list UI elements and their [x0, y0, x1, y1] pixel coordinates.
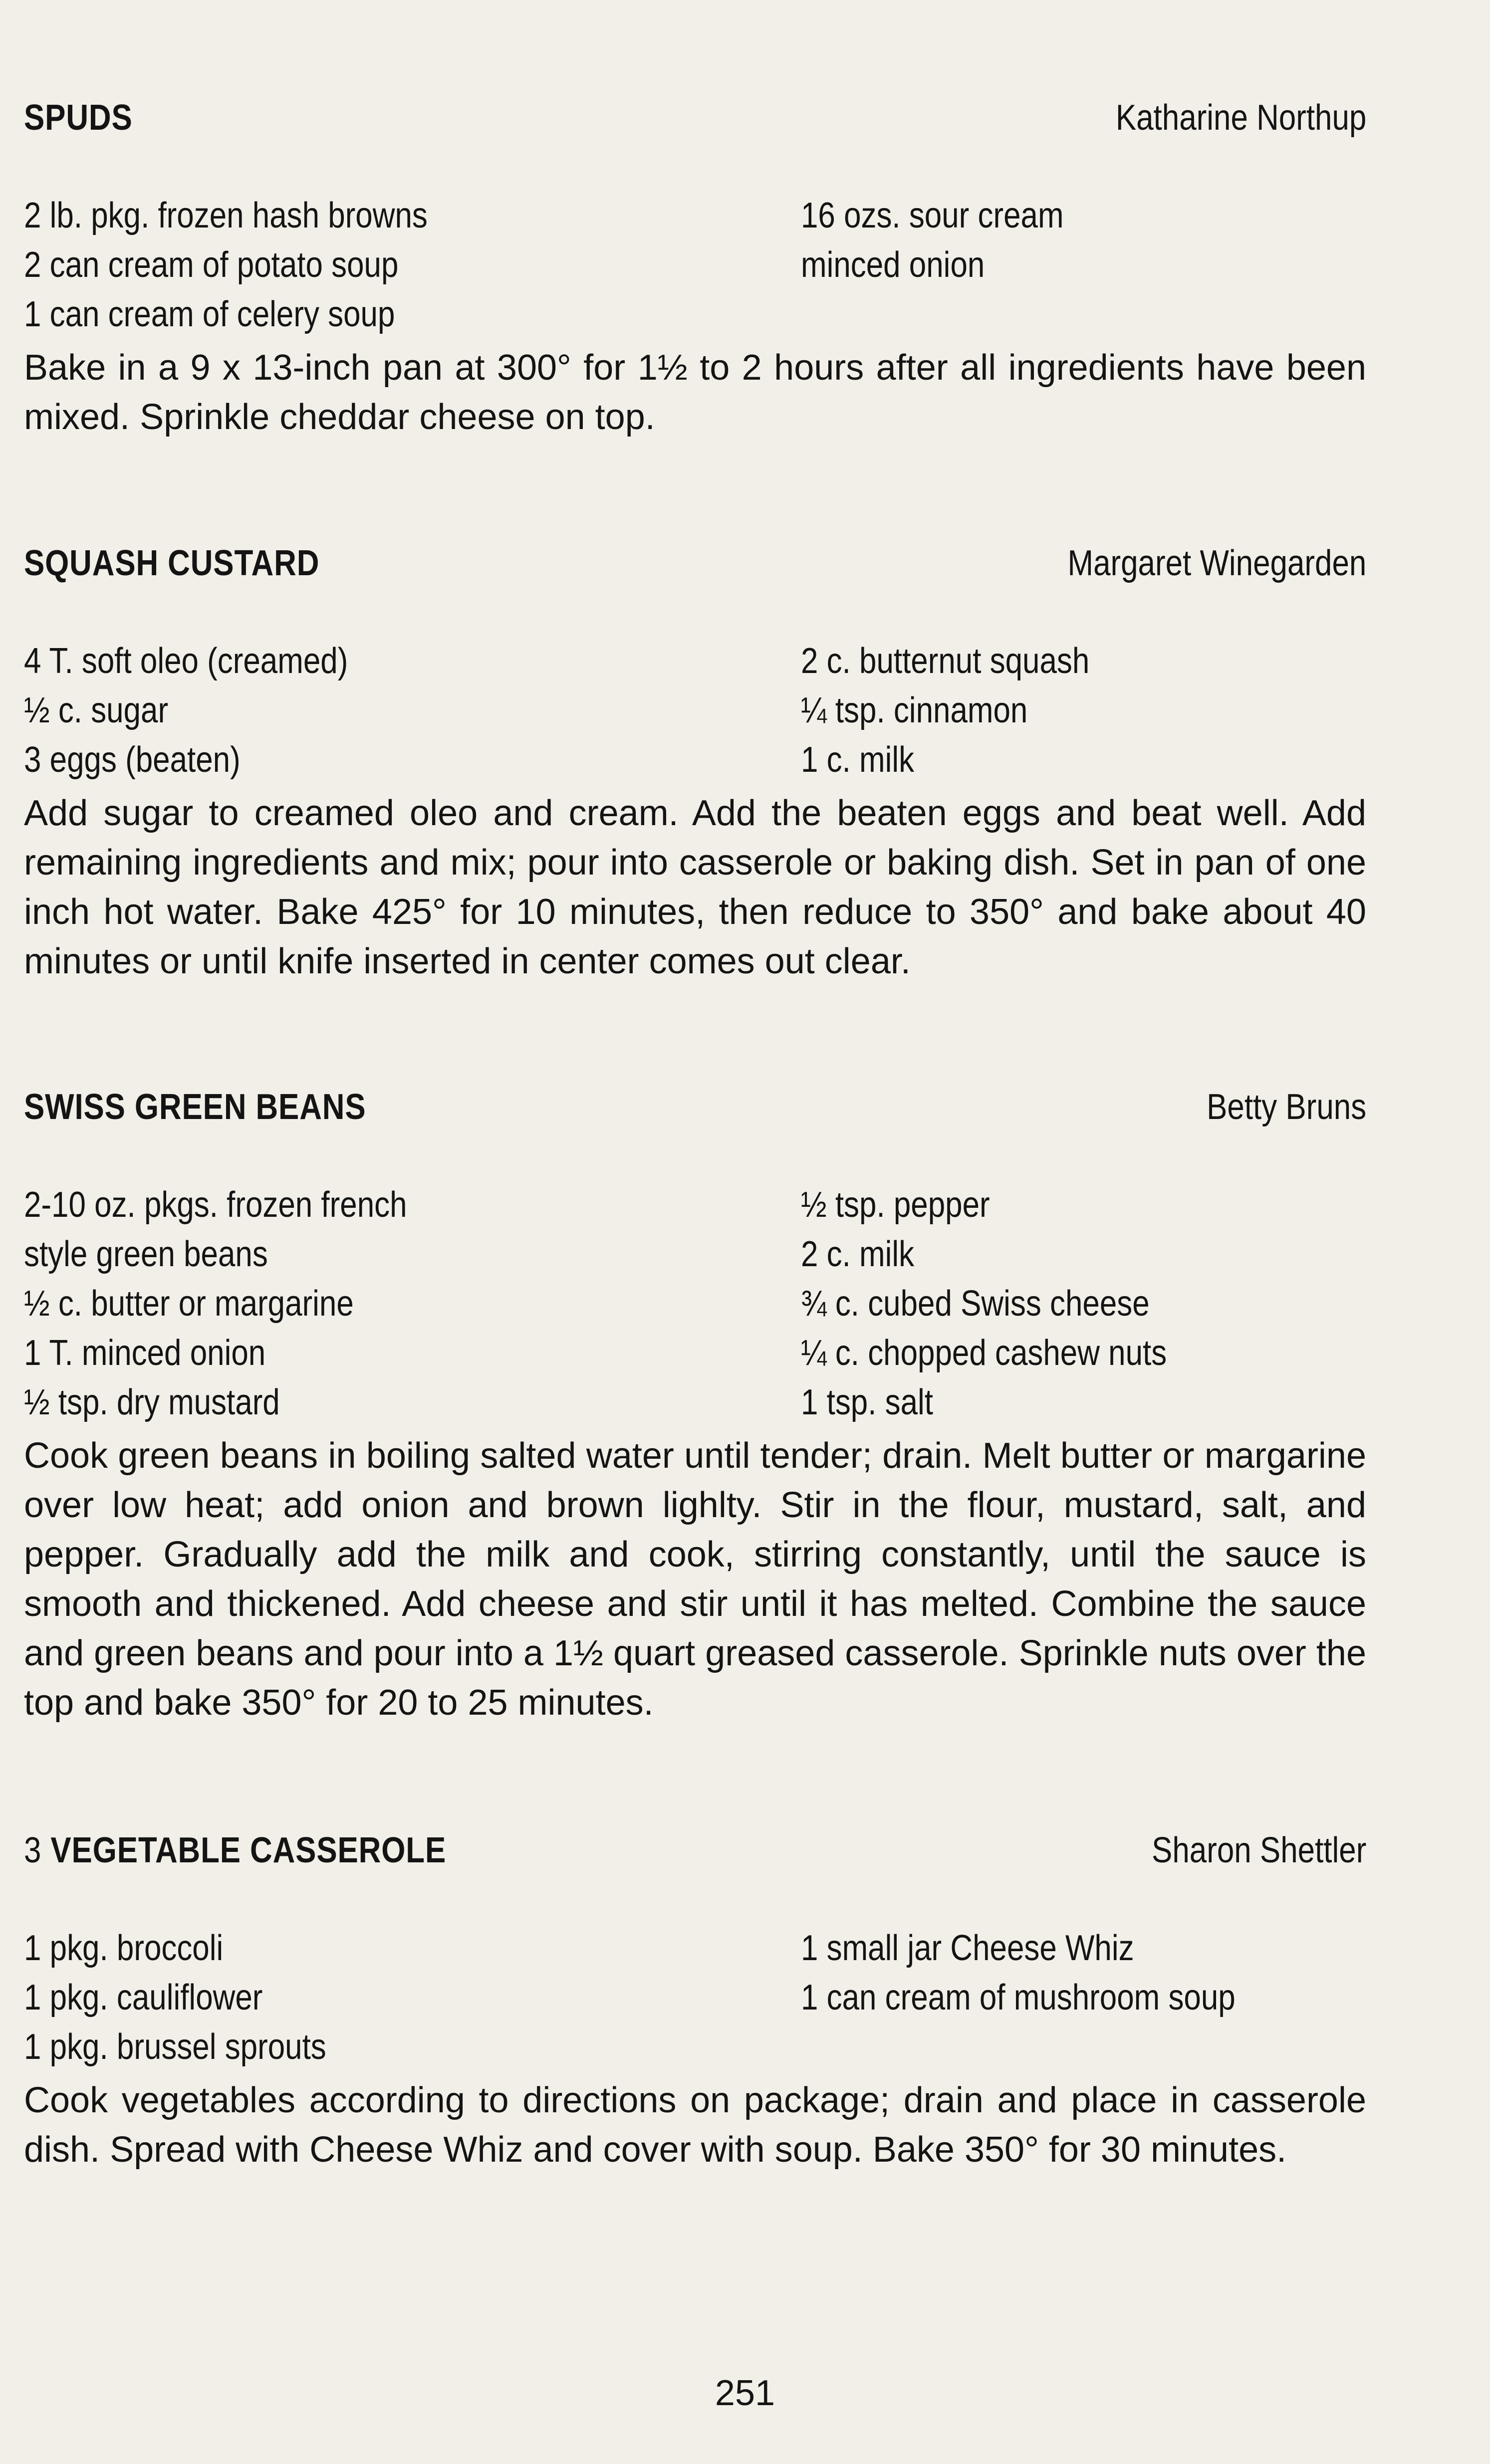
recipe-title: SWISS GREEN BEANS	[24, 1087, 366, 1127]
ingredient: 1 T. minced onion	[24, 1333, 266, 1373]
recipe-author: Sharon Shettler	[1151, 1830, 1366, 1870]
ingredient: 2 c. butternut squash	[801, 641, 1090, 681]
ingredient-row	[24, 1184, 1366, 1234]
ingredient-list	[24, 1184, 1366, 1431]
recipe-title: SPUDS	[24, 98, 133, 138]
ingredient-row	[24, 1333, 1366, 1382]
ingredient-row	[24, 641, 1366, 690]
ingredient: 1 small jar Cheese Whiz	[801, 1928, 1134, 1968]
ingredient-list	[24, 195, 1366, 343]
ingredient-row	[24, 690, 1366, 739]
ingredient-row	[24, 1234, 1366, 1283]
ingredient: ½ c. sugar	[24, 690, 169, 730]
ingredient: 1 can cream of celery soup	[24, 294, 395, 334]
recipe-directions: Cook vegetables according to directions on package; drain and place in casserole dish. Spread with Cheese Whiz and cover with soup. Bake 350° for 30 minutes.	[24, 2080, 1366, 2170]
recipe-header	[24, 1087, 1366, 1131]
ingredient: style green beans	[24, 1234, 268, 1274]
ingredient-row	[24, 1977, 1366, 2026]
recipe-header	[24, 1830, 1366, 1875]
recipe-vegetable-casserole	[24, 1830, 1366, 2175]
ingredient-row	[24, 1283, 1366, 1333]
ingredient: 4 T. soft oleo (creamed)	[24, 641, 348, 681]
ingredient: ½ tsp. pepper	[801, 1185, 990, 1225]
ingredient: ½ c. butter or margarine	[24, 1284, 354, 1324]
ingredient: 1 pkg. brussel sprouts	[24, 2027, 326, 2067]
ingredient: 1 tsp. salt	[801, 1382, 934, 1422]
recipe-directions: Cook green beans in boiling salted water until tender; drain. Melt butter or margarine over low heat; add onion and brown lighlty. Stir in the flour, mustard, salt, and pepper. Gradually add the milk and cook, stirring constantly, until the sauce is smooth and thickened. Add cheese and stir until it has melted. Combine the sauce and green beans and pour into a 1½ quart greased casserole. Sprinkle nuts over the top and bake 350° for 20 to 25 minutes.	[24, 1436, 1366, 1723]
recipe-swiss-green-beans	[24, 1087, 1366, 1728]
ingredient-row	[24, 739, 1366, 789]
recipe-author: Margaret Winegarden	[1067, 543, 1366, 583]
recipe-directions: Bake in a 9 x 13-inch pan at 300° for 1½ to 2 hours after all ingredients have been mixed. Sprinkle cheddar cheese on top.	[24, 348, 1366, 437]
recipe-author: Katharine Northup	[1115, 98, 1366, 138]
ingredient: ¼ c. chopped cashew nuts	[801, 1333, 1167, 1373]
recipe-author: Betty Bruns	[1206, 1087, 1366, 1127]
ingredient-list	[24, 1928, 1366, 2076]
recipe-squash-custard	[24, 543, 1366, 986]
ingredient: 1 pkg. broccoli	[24, 1928, 224, 1968]
ingredient: ¾ c. cubed Swiss cheese	[801, 1284, 1150, 1324]
ingredient-row	[24, 1382, 1366, 1431]
ingredient: 2 c. milk	[801, 1234, 915, 1274]
ingredient-row	[24, 1928, 1366, 1977]
ingredient: 3 eggs (beaten)	[24, 740, 241, 780]
ingredient: 2 can cream of potato soup	[24, 245, 399, 285]
ingredient-row	[24, 244, 1366, 294]
recipe-title	[24, 1830, 446, 1871]
ingredient-row	[24, 2026, 1366, 2076]
recipe-spuds	[24, 97, 1366, 442]
ingredient: 2 lb. pkg. frozen hash browns	[24, 196, 428, 235]
ingredient: 16 ozs. sour cream	[801, 196, 1064, 235]
ingredient-row	[24, 195, 1366, 244]
ingredient: ½ tsp. dry mustard	[24, 1382, 280, 1422]
ingredient: ¼ tsp. cinnamon	[801, 690, 1028, 730]
ingredient: 2-10 oz. pkgs. frozen french	[24, 1185, 407, 1225]
page-number: 251	[715, 2373, 775, 2413]
recipe-header	[24, 543, 1366, 588]
ingredient: 1 c. milk	[801, 740, 915, 780]
recipe-directions: Add sugar to creamed oleo and cream. Add the beaten eggs and beat well. Add remaining ingredients and mix; pour into casserole or baking dish. Set in pan of one inch hot water. Bake 425° for 10 minutes, then reduce to 350° and bake about 40 minutes or until knife inserted in center comes out clear.	[24, 793, 1366, 981]
ingredient: 1 pkg. cauliflower	[24, 1978, 263, 2017]
ingredient-row	[24, 294, 1366, 343]
recipe-title-number: 3	[24, 1830, 42, 1870]
ingredient-list	[24, 641, 1366, 789]
recipe-header	[24, 97, 1366, 142]
ingredient: 1 can cream of mushroom soup	[801, 1978, 1236, 2017]
recipe-title: SQUASH CUSTARD	[24, 543, 320, 583]
recipe-title-text: VEGETABLE CASSEROLE	[50, 1830, 447, 1870]
ingredient: minced onion	[801, 245, 985, 285]
